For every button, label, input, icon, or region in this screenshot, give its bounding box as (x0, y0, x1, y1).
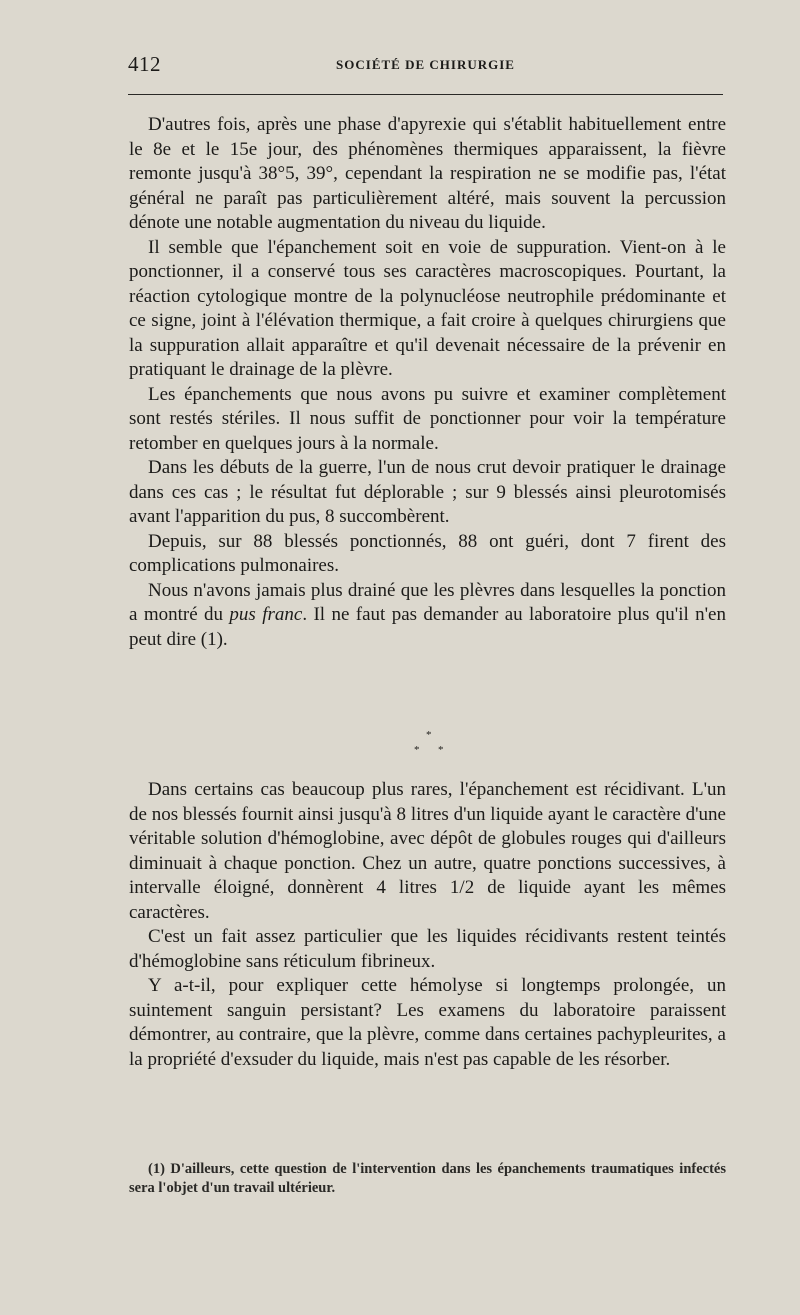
asterism-star: * (426, 729, 432, 741)
page-number: 412 (128, 52, 161, 76)
footnote (129, 1160, 726, 1198)
paragraph: Dans les débuts de la guerre, l'un de nous crut devoir pratiquer le drainage dans ces cas ; le résultat fut déplorable ; sur 9 blessés ainsi pleurotomisés avant l'apparition du pus, 8 succombèrent. (129, 457, 726, 527)
section-2 (129, 778, 726, 1072)
paragraph: Dans certains cas beaucoup plus rares, l'épanchement est récidivant. L'un de nos blessés fournit ainsi jusqu'à 8 litres d'un liquide ayant le caractère d'une véritable solution d'hémoglobine, avec dépôt de globules rouges qui d'ailleurs diminuait à chaque ponction. Chez un autre, quatre ponctions successives, à intervalle éloigné, donnèrent 4 litres 1/2 de liquide ayant les mêmes caractères. (129, 779, 726, 923)
footnote-text: (1) D'ailleurs, cette question de l'intervention dans les épanchements traumatiques infectés sera l'objet d'un travail ultérieur. (129, 1161, 726, 1196)
paragraph-text: Nous n'avons jamais plus drainé que les plèvres dans lesquelles la ponction a montré du (129, 579, 726, 625)
paragraph: C'est un fait assez particulier que les liquides récidivants restent teintés d'hémoglobine sans réticulum fibrineux. (129, 926, 726, 972)
paragraph (129, 579, 726, 653)
paragraph: Il semble que l'épanchement soit en voie de suppuration. Vient-on à le ponctionner, il a conservé tous ses caractères macroscopiques. Pourtant, la réaction cytologique montre de la polynucléose neutrophile prédominante et ce signe, joint à l'élévation thermique, a fait croire à quelques chirurgiens que la suppuration allait apparaître et qu'il devenait nécessaire de la prévenir en pratiquant le drainage de la plèvre. (129, 236, 726, 380)
section-1 (129, 113, 726, 652)
paragraph: Depuis, sur 88 blessés ponctionnés, 88 ont guéri, dont 7 firent des complications pulmonaires. (129, 530, 726, 576)
asterism-star: * (438, 744, 444, 756)
paragraph: Les épanchements que nous avons pu suivre et examiner complètement sont restés stériles. Il nous suffit de ponctionner pour voir la température retomber en quelques jours à la normale. (129, 383, 726, 454)
journal-title: SOCIÉTÉ DE CHIRURGIE (336, 57, 515, 72)
running-head (128, 46, 723, 76)
paragraph-text: . Il ne faut pas demander au laboratoire plus qu'il n'en peut dire (1). (129, 604, 726, 650)
italic-term: pus franc (229, 604, 303, 625)
header-rule (128, 94, 723, 95)
asterism-divider (408, 730, 452, 762)
asterism-star: * (414, 744, 420, 756)
paragraph: Y a-t-il, pour expliquer cette hémolyse si longtemps prolongée, un suintement sanguin persistant? Les examens du laboratoire paraissent démontrer, au contraire, que la plèvre, comme dans certaines pachypleurites, a la propriété d'exsuder du liquide, mais n'est pas capable de les résorber. (129, 975, 726, 1070)
paragraph: D'autres fois, après une phase d'apyrexie qui s'établit habituellement entre le 8e et le 15e jour, des phénomènes thermiques apparaissent, la fièvre remonte jusqu'à 38°5, 39°, cependant la respiration ne se modifie pas, l'état général ne paraît pas particulièrement altéré, mais souvent la percussion dénote une notable augmentation du niveau du liquide. (129, 114, 726, 233)
